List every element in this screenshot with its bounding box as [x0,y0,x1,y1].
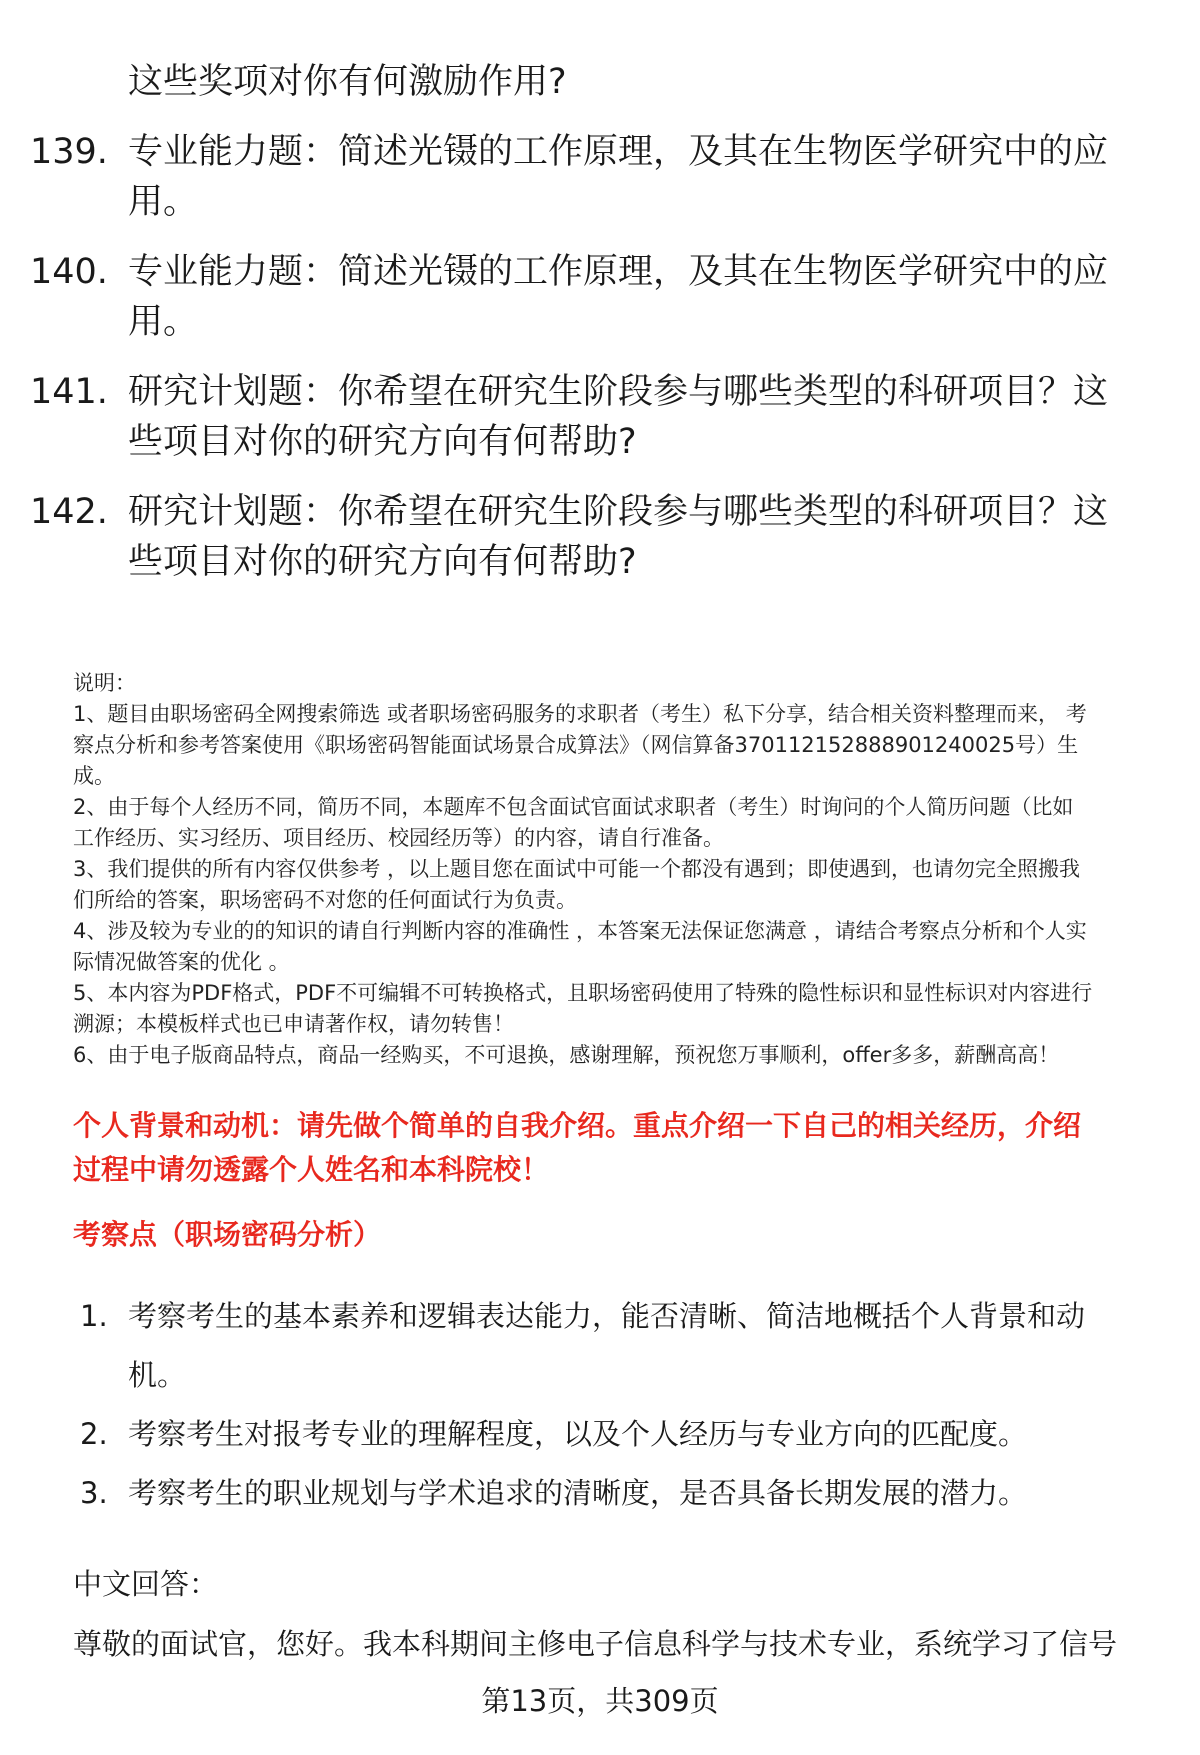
point-text [128,1464,1178,1523]
point-text-line: 考察考生对报考专业的理解程度，以及个人经历与专业方向的匹配度。 [128,1417,1028,1451]
notes-line: 5、本内容为PDF格式，PDF不可编辑不可转换格式，且职场密码使用了特殊的隐性标识和显性标识对内容进行 [73,981,1093,1005]
notes-line: 6、由于电子版商品特点，商品一经购买，不可退换，感谢理解，预祝您万事顺利，offer多多，薪酬高高！ [73,1043,1060,1067]
point-text-line: 机。 [128,1358,187,1392]
notes-title: 说明： [73,671,136,695]
point-number: 1. [80,1299,108,1333]
section-heading [73,1104,1153,1192]
section-subheading: 考察点（职场密码分析） [73,1218,382,1251]
point-text [128,1287,1178,1405]
question-text-line: 专业能力题：简述光镊的工作原理，及其在生物医学研究中的应 [128,132,1109,172]
question-text-line: 些项目对你的研究方向有何帮助? [128,422,637,462]
disclaimer-notes [73,668,1153,1071]
question-number: 142. [30,492,108,532]
question-text [128,487,1168,587]
answer-label: 中文回答： [73,1567,219,1601]
notes-line: 1、题目由职场密码全网搜索筛选 或者职场密码服务的求职者（考生）私下分享，结合相关资料整理而来， 考 [73,702,1087,726]
notes-line: 际情况做答案的优化 。 [73,950,290,974]
section-heading-line: 过程中请勿透露个人姓名和本科院校！ [73,1153,550,1186]
question-text-line: 用。 [128,182,199,222]
question-text-line: 些项目对你的研究方向有何帮助? [128,542,637,582]
notes-line: 溯源；本模板样式也已申请著作权，请勿转售！ [73,1012,514,1036]
question-text-line: 研究计划题：你希望在研究生阶段参与哪些类型的科研项目？这 [128,492,1109,532]
question-text-line: 专业能力题：简述光镊的工作原理，及其在生物医学研究中的应 [128,252,1109,292]
point-number: 3. [80,1476,108,1510]
question-text [128,127,1168,227]
notes-line: 3、我们提供的所有内容仅供参考 ，以上题目您在面试中可能一个都没有遇到；即使遇到，也请勿完全照搬我 [73,857,1081,881]
question-number: 140. [30,252,108,292]
question-text [128,247,1168,347]
section-heading-line: 个人背景和动机：请先做个简单的自我介绍。重点介绍一下自己的相关经历，介绍 [73,1109,1082,1142]
point-number: 2. [80,1417,108,1451]
question-text [128,367,1168,467]
notes-line: 2、由于每个人经历不同，简历不同，本题库不包含面试官面试求职者（考生）时询问的个人简历问题（比如 [73,795,1074,819]
page-indicator: 第13页，共309页 [481,1684,719,1718]
notes-line: 察点分析和参考答案使用《职场密码智能面试场景合成算法》（网信算备370112152888901240025号）生 [73,733,1079,757]
question-text-line: 研究计划题：你希望在研究生阶段参与哪些类型的科研项目？这 [128,372,1109,412]
question-number: 141. [30,372,108,412]
point-text [128,1405,1178,1464]
notes-line: 成。 [73,764,115,788]
point-text-line: 考察考生的基本素养和逻辑表达能力，能否清晰、简洁地概括个人背景和动 [128,1299,1086,1333]
notes-line: 4、涉及较为专业的的知识的请自行判断内容的准确性 ，本答案无法保证您满意 ，请结合考察点分析和个人实 [73,919,1087,943]
notes-line: 工作经历、实习经历、项目经历、校园经历等）的内容，请自行准备。 [73,826,724,850]
point-text-line: 考察考生的职业规划与学术追求的清晰度，是否具备长期发展的潜力。 [128,1476,1028,1510]
answer-text: 尊敬的面试官，您好。我本科期间主修电子信息科学与技术专业，系统学习了信号 [73,1627,1118,1661]
notes-line: 们所给的答案，职场密码不对您的任何面试行为负责。 [73,888,577,912]
question-continuation: 这些奖项对你有何激励作用? [128,62,567,102]
question-number: 139. [30,132,108,172]
question-text-line: 用。 [128,302,199,342]
